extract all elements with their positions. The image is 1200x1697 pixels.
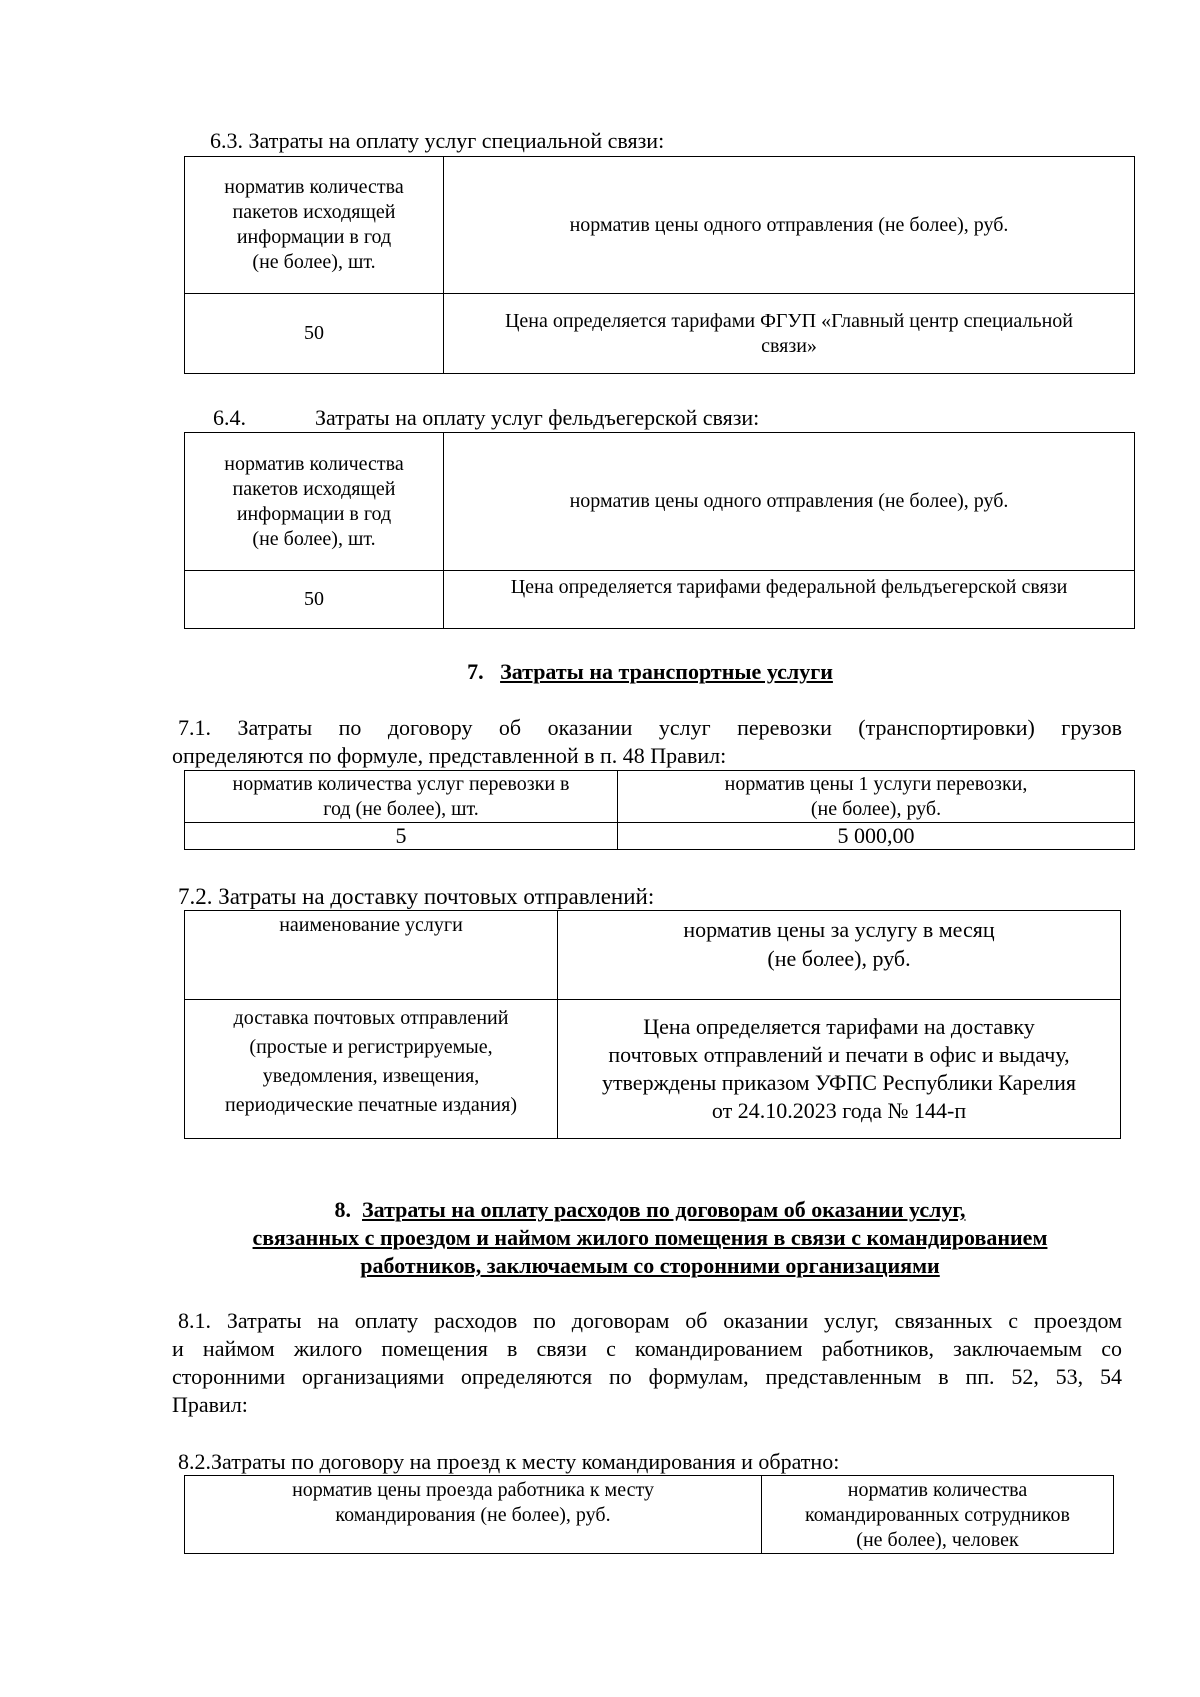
s71-header-quantity: норматив количества услуг перевозки в год (не более), шт. xyxy=(185,771,618,823)
s63-header-price: норматив цены одного отправления (не более), руб. xyxy=(444,157,1135,294)
s72-header-price: норматив цены за услугу в месяц (не более), руб. xyxy=(558,911,1121,1000)
s71-header-price: норматив цены 1 услуги перевозки, (не более), руб. xyxy=(618,771,1135,823)
s63-value-quantity: 50 xyxy=(185,294,444,374)
s64-value-price: Цена определяется тарифами федеральной фельдъегерской связи xyxy=(444,571,1135,629)
s63-value-price: Цена определяется тарифами ФГУП «Главный центр специальной связи» xyxy=(444,294,1135,374)
section-8-2-caption: 8.2.Затраты по договору на проезд к месту командирования и обратно: xyxy=(178,1449,840,1474)
s64-header-price: норматив цены одного отправления (не более), руб. xyxy=(444,433,1135,571)
s71-value-quantity: 5 xyxy=(185,823,618,850)
section-6-3-table xyxy=(184,156,1135,374)
section-7-2-table xyxy=(184,910,1121,1139)
section-7-2-caption: 7.2. Затраты на доставку почтовых отправлений: xyxy=(178,884,655,909)
s72-value-price: Цена определяется тарифами на доставку почтовых отправлений и печати в офис и выдачу, утверждены приказом УФПС Республики Карелия от 24.10.2023 года № 144-п xyxy=(558,1000,1121,1139)
section-7-heading: 7. Затраты на транспортные услуги xyxy=(467,659,833,684)
s72-header-service: наименование услуги xyxy=(185,911,558,1000)
section-6-4-caption-text: Затраты на оплату услуг фельдъегерской связи: xyxy=(315,405,760,430)
s64-value-quantity: 50 xyxy=(185,571,444,629)
s71-value-price: 5 000,00 xyxy=(618,823,1135,850)
s64-header-quantity: норматив количества пакетов исходящей информации в год (не более), шт. xyxy=(185,433,444,571)
section-6-3-caption: 6.3. Затраты на оплату услуг специальной связи: xyxy=(210,128,665,153)
section-7-1-table xyxy=(184,770,1135,850)
section-8-heading: 8. Затраты на оплату расходов по договорам об оказании услуг, связанных с проездом и наймом жилого помещения в связи с командированием работников, заключаемым со сторонними организациями xyxy=(252,1197,1048,1278)
section-8-1-text: 8.1. Затраты на оплату расходов по договорам об оказании услуг, связанных с проездом и наймом жилого помещения в связи с командированием работников, заключаемым со сторонними организациями определяются по формулам, представленным в пп. 52, 53, 54 Правил: xyxy=(172,1308,1122,1417)
section-6-4-caption-num: 6.4. xyxy=(213,405,246,430)
s72-value-service: доставка почтовых отправлений (простые и регистрируемые, уведомления, извещения, периодические печатные издания) xyxy=(185,1000,558,1139)
s82-header-price: норматив цены проезда работника к месту командирования (не более), руб. xyxy=(185,1476,762,1554)
s63-header-quantity: норматив количества пакетов исходящей информации в год (не более), шт. xyxy=(185,157,444,294)
section-8-2-table xyxy=(184,1475,1114,1554)
section-7-1-text: 7.1. Затраты по договору об оказании услуг перевозки (транспортировки) грузов определяются по формуле, представленной в п. 48 Правил: xyxy=(172,715,1122,768)
s82-header-count: норматив количества командированных сотрудников (не более), человек xyxy=(762,1476,1114,1554)
section-6-4-table xyxy=(184,432,1135,629)
